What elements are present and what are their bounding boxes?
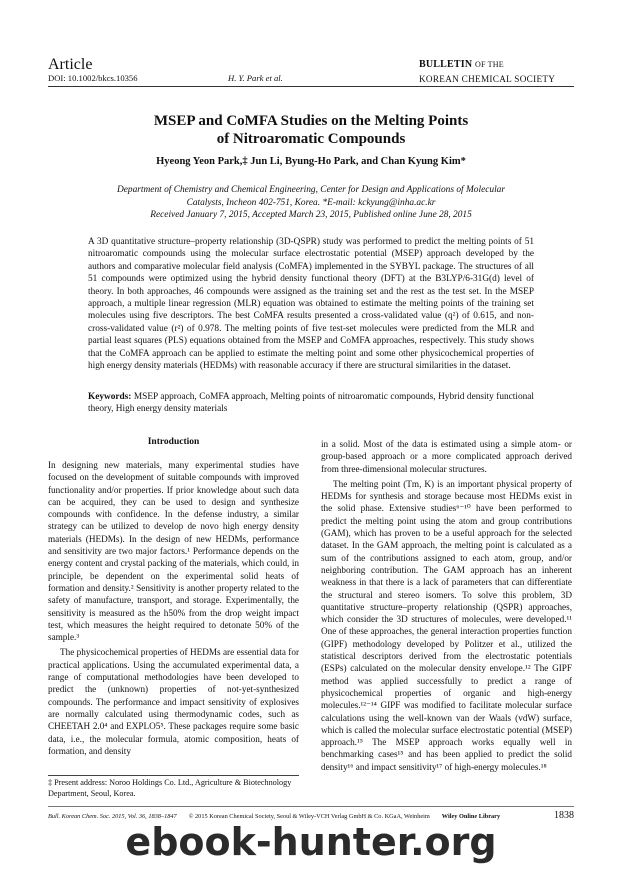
keywords-block — [88, 391, 534, 416]
intro-paragraph-2: The physicochemical properties of HEDMs are essential data for practical applications. Using the accumulated experimental data, a range of computational methodologies have been developed to predict the (unknown) properties of not-yet-synthesized compounds. The performance and impact sensitivity of explosives are normally calculated using thermodynamic codes, such as CHEETAH 2.0⁴ and EXPLO5⁵. These packages require some basic data, i.e., the molecular formula, atomic composition, heats of formation, and density — [48, 647, 299, 756]
right-paragraph-1: in a solid. Most of the data is estimated using a simple atom- or group-based approach or a more complicated approach derived from three-dimensional molecular structures. — [321, 439, 572, 474]
header-rule — [48, 86, 574, 87]
journal-bulletin: BULLETIN — [419, 59, 473, 70]
keywords-label: Keywords: — [88, 392, 132, 402]
affiliation-line-2: Catalysts, Incheon 402-751, Korea. *E-mail: kckyung@inha.ac.kr — [186, 197, 436, 208]
received-dates: Received January 7, 2015, Accepted March 23, 2015, Published online June 28, 2015 — [150, 210, 472, 220]
title-line-2: of Nitroaromatic Compounds — [216, 131, 406, 147]
doi-text[interactable]: DOI: 10.1002/bkcs.10356 — [48, 73, 138, 83]
affiliation-block — [70, 184, 552, 222]
title-line-1: MSEP and CoMFA Studies on the Melting Points — [153, 113, 469, 129]
footer-copyright: © 2015 Korean Chemical Society, Seoul & Wiley-VCH Verlag GmbH & Co. KGaA, Weinheim — [188, 813, 430, 820]
article-label: Article — [48, 56, 93, 73]
left-column — [48, 459, 299, 757]
page-footer — [48, 813, 574, 820]
journal-name — [419, 57, 574, 87]
right-paragraph-2: The melting point (Tm, K) is an important physical property of HEDMs for synthesis and storage because most HEDMs exist in the solid phase. Extensive studies⁶⁻¹⁰ have been performed to predict the melting point using the atom and group contributions (GAM), which has proven to be a useful approach for the selected dataset. In the GAM approach, the melting point is calculated as a sum of the contributions assigned to each atom, group, and/or neighboring contribution. The GAM approach has an inherent weakness in that there is a lack of parameters that can differentiate the structural and stereo isomers. To solve this problem, 3D quantitative structure–property relationship (QSPR) approaches, which consider the 3D structures of molecules, were developed.¹¹ One of these approaches, the general interaction properties function (GIPF) methodology developed by Politzer et al., utilized the statistical descriptors derived from the electrostatic potentials (ESPs) calculated on the molecular density envelope.¹² The GIPF method was applied successfully to predict a range of physicochemical properties of organic and high-energy molecules.¹²⁻¹⁴ GIPF was modified to facilitate molecular surface calculations using the well-known van der Waals (vdW) surface, which is called the molecular surface electrostatic potential (MSEP) approach.¹⁵ The MSEP approach works equally well in benchmarking cases¹⁵ and has been applied to predict the solid density¹⁶ and impact sensitivity¹⁷ of high-energy molecules.¹⁸ — [321, 478, 572, 772]
affiliation-line-1: Department of Chemistry and Chemical Engineering, Center for Design and Applications of Molecular — [116, 185, 506, 195]
watermark-text: ebook-hunter.org — [125, 820, 497, 864]
footer-library[interactable]: Wiley Online Library — [441, 813, 501, 820]
footer-citation: Bull. Korean Chem. Soc. 2015, Vol. 36, 1838–1847 — [48, 813, 177, 820]
journal-society: KOREAN CHEMICAL SOCIETY — [419, 74, 556, 84]
abstract-text: A 3D quantitative structure–property relationship (3D-QSPR) study was performed to predict the melting points of 51 nitroaromatic compounds using the molecular surface electrostatic potential (MSEP) approach developed by the authors and comparative molecular field analysis (CoMFA) implemented in the SYBYL package. The structures of all 51 compounds were optimized using the hybrid density functional theory (DFT) at the B3LYP/6-31G(d) level of theory. In both approaches, 46 compounds were assigned as the training set and the rest as the test set. In the MSEP approach, a multiple linear regression (MLR) equation was obtained to estimate the melting points of the training set molecules using five descriptors. The best CoMFA results presented a cross-validated value (q²) of 0.615, and non-cross-validated value (r²) of 0.978. The melting points of five test-set molecules were predicted from the MLR and partial least squares (PLS) equations obtained from the MSEP and CoMFA approaches, respectively. This study shows that the CoMFA approach can be applied to estimate the melting point and some other physicochemical properties of high energy density materials (HEDMs) with reasonable accuracy if there are structural similarities in the dataset. — [88, 237, 534, 372]
footer-rule — [48, 806, 574, 807]
intro-paragraph-1: In designing new materials, many experimental studies have focused on the development of suitable compounds with improved functionality and/or properties. If prior knowledge about such data can be acquired, they can be used to design and synthesize compounds with confidence. In the defense industry, a similar strategy can be utilized to develop de novo high energy density materials (HEDMs). In the design of new HEDMs, performance and sensitivity are two major factors.¹ Performance depends on the energy content and crystal packing of the materials, which could, in principle, be dependent on the experimental solid heats of formation and density.² Sensitivity is another property related to the safety of manufacture, transport, and storage. Experimentally, the sensitivity is measured as the h50% from the drop weight impact test, which measures the height required to detonate 50% of the sample.³ — [48, 460, 299, 643]
right-column — [321, 438, 572, 773]
journal-of-the: OF THE — [475, 60, 504, 69]
page-number: 1838 — [554, 810, 574, 821]
author-byline: Hyeong Yeon Park,‡ Jun Li, Byung-Ho Park, and Chan Kyung Kim* — [156, 156, 466, 167]
keywords-list: MSEP approach, CoMFA approach, Melting points of nitroaromatic compounds, Hybrid density functional theory, High energy density materials — [88, 392, 534, 415]
introduction-heading: Introduction — [147, 437, 200, 447]
footnote-rule — [48, 775, 299, 776]
footnote-text: ‡ Present address: Noroo Holdings Co. Ltd., Agriculture & Biotechnology Department, Seoul, Korea. — [48, 778, 292, 798]
paper-title — [48, 112, 574, 148]
running-authors: H. Y. Park et al. — [228, 73, 283, 83]
